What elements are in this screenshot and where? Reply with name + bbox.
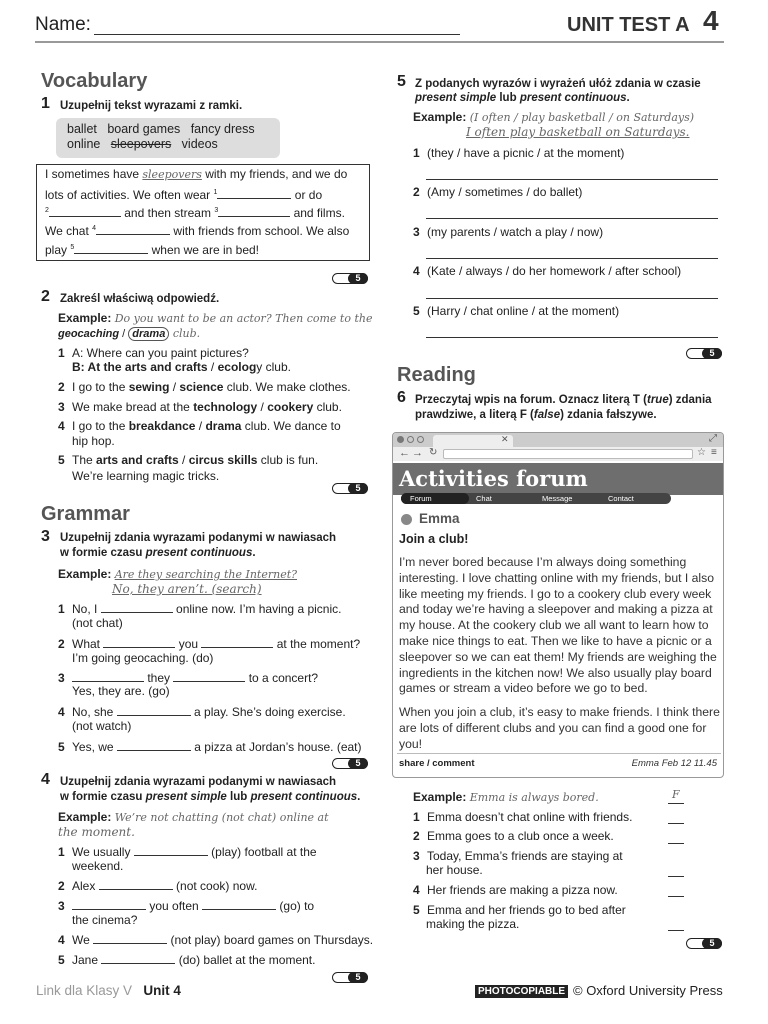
name-label: Name: — [35, 14, 91, 35]
ex6-answer-4[interactable] — [668, 896, 684, 897]
fullscreen-icon[interactable]: ⤢ — [709, 433, 717, 444]
ex5-answer-line-2[interactable] — [426, 218, 718, 219]
ex4-item-2: 2 Alex (not cook) now. — [58, 879, 258, 893]
ex5-example-answer: I often play basketball on Saturdays. — [466, 125, 690, 139]
ex4-blank-4[interactable] — [93, 932, 167, 944]
post-author: Emma — [419, 511, 460, 526]
ex1-example-answer: sleepovers — [142, 168, 202, 181]
ex4-item-5: 5 Jane (do) ballet at the moment. — [58, 953, 316, 967]
ex6-answer-2[interactable] — [668, 843, 684, 844]
ex3-example-line2: No, they aren’t. (search) — [112, 582, 262, 596]
post-heading: Join a club! — [399, 532, 469, 546]
grammar-title: Grammar — [41, 503, 130, 525]
user-avatar-icon — [401, 514, 412, 525]
unit-number: 4 — [703, 5, 719, 36]
ex4-blank-3a[interactable] — [72, 898, 146, 910]
ex5-instruction-l1: Z podanych wyrazów i wyrażeń ułóż zdania w czasie — [415, 78, 701, 90]
ex3-blank-1[interactable] — [101, 601, 173, 613]
ex2-option-arts-crafts-2[interactable]: arts and crafts — [96, 453, 179, 467]
ex5-instruction-l2: present simple lub present continuous. — [415, 92, 630, 104]
ex2-item-5: 5 The arts and crafts / circus skills club is fun. — [58, 453, 319, 467]
ex3-number: 3 — [41, 528, 50, 545]
ex3-blank-3b[interactable] — [173, 670, 245, 682]
tab-message[interactable]: Message — [542, 494, 573, 503]
ex3-blank-2b[interactable] — [201, 636, 273, 648]
ex4-item-3-cont: the cinema? — [72, 913, 138, 927]
ex3-score-badge: 5 — [332, 758, 368, 769]
post-paragraph-1: I’m never bored because I’m always doing something interesting. I love chatting online with my friends, but I also like meeting my friends. I go to a cookery club every week and today we’re having a sleepover and making a pizza at my house. At the cookery club we all want to learn how to make nice things to eat. Then we like to have a picnic or a sleepover so we can eat them! My friends are weighing the ingredients in the kitchen now! We also usually play board games or stream a video before we go to bed. — [399, 555, 717, 696]
ex6-item-3: 3 Today, Emma’s friends are staying at — [413, 849, 623, 863]
ex5-item-3: 3 (my parents / watch a play / now) — [413, 225, 604, 239]
ex3-item-3: 3 they to a concert? — [58, 671, 319, 685]
window-maximize-icon[interactable] — [417, 436, 424, 443]
window-close-icon[interactable] — [397, 436, 404, 443]
ex5-answer-line-3[interactable] — [426, 258, 718, 259]
ex4-item-3: 3 you often (go) to — [58, 899, 315, 913]
name-line[interactable] — [94, 34, 460, 35]
ex3-item-4-cont: (not watch) — [72, 719, 132, 733]
ex6-item-1: 1 Emma doesn’t chat online with friends. — [413, 810, 633, 824]
ex5-answer-line-4[interactable] — [426, 298, 718, 299]
tab-chat[interactable]: Chat — [476, 494, 492, 503]
ex5-item-2: 2 (Amy / sometimes / do ballet) — [413, 185, 583, 199]
tab-contact[interactable]: Contact — [608, 494, 634, 503]
footer-left — [36, 983, 181, 998]
ex5-item-1: 1 (they / have a picnic / at the moment) — [413, 146, 625, 160]
ex1-blank-1[interactable] — [217, 187, 291, 199]
ex2-item-1a: 1 A: Where can you paint pictures? — [58, 346, 249, 360]
ex6-answer-1[interactable] — [668, 823, 684, 824]
ex1-score-badge: 5 — [332, 273, 368, 284]
ex2-option-sewing[interactable]: sewing — [128, 380, 170, 394]
ex3-blank-4[interactable] — [117, 704, 191, 716]
ex2-score-badge: 5 — [332, 483, 368, 494]
ex3-item-1: 1 No, I online now. I’m having a picnic. — [58, 602, 342, 616]
unit-test-label: UNIT TEST A — [567, 14, 690, 36]
ex2-item-4-cont: hip hop. — [72, 434, 115, 448]
ex4-example: Example: We’re not chatting (not chat) online at — [58, 810, 329, 824]
address-bar[interactable] — [443, 449, 693, 459]
ex2-option-circus-skills[interactable]: circus skills — [188, 453, 258, 467]
ex2-option-cookery[interactable]: cookery — [267, 400, 314, 414]
ex3-instruction-l2: w formie czasu present continuous. — [60, 547, 256, 559]
ex2-option-technology[interactable]: technology — [193, 400, 258, 414]
word-ballet: ballet — [67, 122, 97, 136]
back-arrow-icon[interactable]: ← — [399, 447, 410, 459]
word-board-games: board games — [107, 122, 181, 136]
ex1-blank-5[interactable] — [74, 242, 148, 254]
forward-arrow-icon[interactable]: → — [412, 447, 423, 459]
ex2-item-2: 2 I go to the sewing / science club. We make clothes. — [58, 380, 351, 394]
ex1-line1: I sometimes have sleepovers with my friends, and we do — [45, 167, 348, 181]
ex2-number: 2 — [41, 288, 50, 305]
ex1-blank-3[interactable] — [218, 205, 290, 217]
tab-close-icon[interactable]: ✕ — [501, 434, 509, 444]
ex2-item-1b: B: At the arts and crafts / ecology club. — [72, 360, 291, 374]
ex4-blank-1[interactable] — [134, 844, 208, 856]
ex4-number: 4 — [41, 771, 50, 788]
word-fancy-dress: fancy dress — [190, 122, 255, 136]
ex6-example-answer-line — [668, 803, 684, 804]
forum-browser-window — [392, 432, 724, 778]
ex6-item-5: 5 Emma and her friends go to bed after — [413, 903, 626, 917]
ex3-example: Example: Are they searching the Internet? — [58, 567, 298, 581]
ex6-instruction-l2: prawdziwe, a literą F (false) zdania fałszywe. — [415, 409, 657, 421]
ex3-blank-3a[interactable] — [72, 670, 144, 682]
word-videos: videos — [181, 137, 218, 151]
footer-unit: Unit 4 — [143, 983, 181, 998]
ex4-blank-2[interactable] — [99, 878, 173, 890]
ex6-example: Example: Emma is always bored. — [413, 790, 599, 804]
vocabulary-title: Vocabulary — [41, 70, 148, 92]
tab-forum[interactable]: Forum — [410, 494, 432, 503]
ex1-number: 1 — [41, 95, 50, 112]
ex2-item-3: 3 We make bread at the technology / cookery club. — [58, 400, 342, 414]
ex6-number: 6 — [397, 389, 406, 406]
ex2-option-arts-crafts[interactable]: arts and crafts — [124, 360, 208, 374]
ex6-item-4: 4 Her friends are making a pizza now. — [413, 883, 618, 897]
ex5-answer-line-5[interactable] — [426, 337, 718, 338]
ex5-item-5: 5 (Harry / chat online / at the moment) — [413, 304, 620, 318]
photocopiable-badge: PHOTOCOPIABLE — [475, 985, 568, 998]
ex2-example-line2: geocaching / drama club. — [58, 327, 201, 340]
ex1-line2: lots of activities. We often wear $^1$ or do — [45, 188, 323, 202]
ex5-score-badge: 5 — [686, 348, 722, 359]
ex4-item-4: 4 We (not play) board games on Thursdays. — [58, 933, 374, 947]
share-comment-link[interactable]: share / comment — [399, 758, 475, 769]
ex6-score-badge: 5 — [686, 938, 722, 949]
menu-icon[interactable]: ≡ — [711, 447, 717, 458]
ex3-item-2-cont: I’m going geocaching. (do) — [72, 651, 214, 665]
ex4-instruction-l2: w formie czasu present simple lub present continuous. — [60, 791, 361, 803]
ex5-example: Example: (I often / play basketball / on Saturdays) — [413, 110, 695, 124]
ex1-line4: We chat $^4$ with friends from school. We also — [45, 224, 350, 238]
word-box-row2 — [67, 137, 218, 151]
ex6-instruction-l1: Przeczytaj wpis na forum. Oznacz literą T (true) zdania — [415, 394, 712, 406]
ex1-line5: play $^5$ when we are in bed! — [45, 243, 260, 257]
post-meta: Emma Feb 12 11.45 — [631, 758, 717, 769]
ex1-instruction: Uzupełnij tekst wyrazami z ramki. — [60, 100, 243, 112]
ex3-item-4: 4 No, she a play. She’s doing exercise. — [58, 705, 346, 719]
ex1-line3: $^2$ and then stream $^3$ and films. — [45, 206, 345, 220]
ex3-item-3-cont: Yes, they are. (go) — [72, 684, 170, 698]
ex6-example-answer: F — [672, 788, 680, 801]
ex2-option-science[interactable]: science — [179, 380, 224, 394]
ex4-blank-3b[interactable] — [202, 898, 276, 910]
ex6-answer-3[interactable] — [668, 876, 684, 877]
reading-title: Reading — [397, 364, 476, 386]
ex4-item-1-cont: weekend. — [72, 859, 124, 873]
ex3-item-5: 5 Yes, we a pizza at Jordan’s house. (eat) — [58, 740, 362, 754]
ex2-item-5-cont: We’re learning magic tricks. — [72, 469, 220, 483]
ex3-blank-2a[interactable] — [103, 636, 175, 648]
ex3-item-1-cont: (not chat) — [72, 616, 123, 630]
reload-icon[interactable]: ↻ — [429, 447, 438, 458]
ex2-example-line1: Example: Do you want to be an actor? Then come to the — [58, 311, 373, 325]
ex3-item-2: 2 What you at the moment? — [58, 637, 361, 651]
ex4-blank-5[interactable] — [101, 952, 175, 964]
ex6-answer-5[interactable] — [668, 930, 684, 931]
word-sleepovers: sleepovers — [110, 137, 172, 151]
forum-title: Activities forum — [399, 466, 588, 491]
post-paragraph-2: When you join a club, it’s easy to make friends. I think there are lots of different clubs and you can find a good one for you! — [399, 705, 720, 751]
ex1-blank-4[interactable] — [96, 223, 170, 235]
post-divider — [397, 753, 721, 754]
ex2-option-drama[interactable]: drama — [205, 419, 242, 433]
star-icon[interactable]: ☆ — [697, 447, 706, 458]
footer-publisher: © Oxford University Press — [573, 983, 723, 998]
window-minimize-icon[interactable] — [407, 436, 414, 443]
header-rule — [35, 41, 724, 43]
ex2-item-4: 4 I go to the breakdance / drama club. We dance to — [58, 419, 341, 433]
ex3-instruction-l1: Uzupełnij zdania wyrazami podanymi w nawiasach — [60, 532, 337, 544]
word-box-row1 — [67, 122, 255, 136]
ex2-option-ecology[interactable]: ecolog — [217, 360, 257, 374]
ex6-item-2: 2 Emma goes to a club once a week. — [413, 829, 614, 843]
ex4-item-1: 1 We usually (play) football at the — [58, 845, 317, 859]
word-online: online — [67, 137, 101, 151]
ex2-option-breakdance[interactable]: breakdance — [128, 419, 196, 433]
ex1-blank-2[interactable] — [49, 205, 121, 217]
ex4-score-badge: 5 — [332, 972, 368, 983]
ex5-item-4: 4 (Kate / always / do her homework / after school) — [413, 264, 682, 278]
ex5-number: 5 — [397, 73, 406, 90]
ex6-item-5-cont: making the pizza. — [426, 917, 520, 931]
ex5-answer-line-1[interactable] — [426, 179, 718, 180]
ex6-item-3-cont: her house. — [426, 863, 483, 877]
ex3-blank-5[interactable] — [117, 739, 191, 751]
footer-course: Link dla Klasy V — [36, 983, 133, 998]
ex2-instruction: Zakreśl właściwą odpowiedź. — [60, 293, 220, 305]
ex2-example-circled: drama — [128, 327, 169, 341]
ex4-instruction-l1: Uzupełnij zdania wyrazami podanymi w nawiasach — [60, 776, 337, 788]
ex4-example-line2: the moment. — [58, 825, 135, 839]
